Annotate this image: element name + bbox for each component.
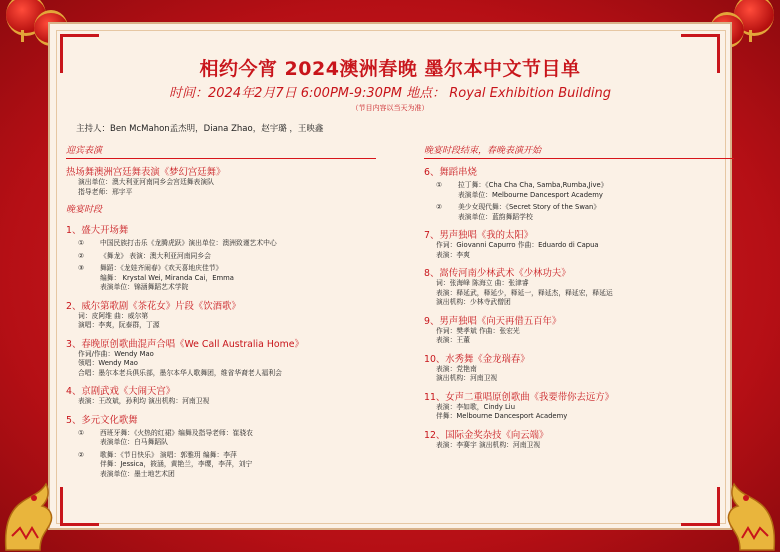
program-detail: 合唱：墨尔本老兵俱乐部，墨尔本华人歌舞团，维省华裔老人福利会 [78, 368, 282, 377]
hosts-line: 主持人：Ben McMahon孟杰明，Diana Zhao，赵宇璐 ，王映鑫 [76, 124, 324, 134]
sub-item: ① 西班牙舞：《火热的红裙》编舞及指导老师：崔骁农 表演单位：白马舞蹈队 [78, 428, 253, 446]
program-item-title: 热场舞澳洲宫廷舞表演《梦幻宫廷舞》 [66, 167, 226, 178]
sub-item: ② 美少女现代舞：《Secret Story of the Swan》 表演单位：蓝韵舞蹈学校 [436, 203, 601, 221]
program-detail: 演出机构：少林寺武僧团 [436, 298, 511, 306]
sub-item: ③ 舞蹈：《龙娃齐闹春》《欢天喜地庆佳节》 编舞： Krystal Wei, Miranda Cai，Emma 表演单位：锦涵舞蹈艺术学院 [78, 264, 234, 291]
dragon-icon [722, 466, 780, 552]
program-detail: 演唱：李爽，阮泰群，丁源 [78, 321, 160, 329]
section-heading: 晚宴时段 [66, 205, 103, 215]
program-item-title: 2、威尔第歌剧《茶花女》片段《饮酒歌》 [66, 300, 241, 312]
program-item-title: 8、嵩传河南少林武术《少林功夫》 [424, 268, 571, 279]
program-detail: 表演：王董 [436, 336, 470, 344]
program-item-title: 12、国际金奖杂技《向云端》 [424, 429, 549, 441]
section-heading: 迎宾表演 [66, 143, 376, 159]
program-item-title: 11、女声二重唱原创歌曲《我要带你去远方》 [424, 391, 615, 403]
program-detail: 伴舞：Melbourne Dancesport Academy [436, 412, 568, 420]
program-item-title: 9、男声独唱《向天再借五百年》 [424, 315, 562, 327]
program-detail: 表演：党艳南 [436, 364, 477, 373]
program-item-title: 3、春晚原创歌曲混声合唱《We Call Australia Home》 [66, 338, 304, 350]
program-detail: 表演：李爽 [436, 250, 470, 259]
program-item-title: 7、男声独唱《我的太阳》 [424, 230, 534, 241]
program-detail: 领唱：Wendy Mao [78, 359, 138, 367]
program-detail: 指导老师：邢宇平 [78, 187, 133, 196]
section-heading: 晚宴时段结束，春晚表演开始 [424, 143, 734, 159]
right-column [424, 138, 734, 450]
sub-item: ① 中国民族打击乐《龙腾虎跃》演出单位：澳洲致谨艺术中心 [78, 239, 277, 247]
program-item-title: 5、多元文化歌舞 [66, 414, 138, 426]
event-time-location: 时间：2024年2月7日 6:00PM-9:30PM 地点： Royal Exhibition Building [169, 86, 611, 101]
program-note: （节目内容以当天为准） [351, 104, 429, 112]
corner-ornament [60, 487, 99, 526]
corner-ornament [681, 487, 720, 526]
program-detail: 表演：李赛宇 演出机构：河南卫视 [436, 440, 541, 449]
program-detail: 表演：王改斌，孙利均 演出机构：河南卫视 [78, 397, 210, 405]
program-item-title: 10、水秀舞《金龙瑞春》 [424, 353, 530, 365]
program-detail: 作词/作曲：Wendy Mao [78, 349, 154, 358]
program-detail: 表演：释延武，释延少，释延一，释延杰，释延宏，释延运 [436, 288, 613, 297]
sub-item: ② 《舞龙》 表演：澳大利亚河南同乡会 [78, 251, 211, 260]
program-detail: 表演：李如歌，Cindy Liu [436, 402, 516, 411]
left-column [66, 138, 376, 479]
program-detail: 演出机构：河南卫视 [436, 374, 498, 382]
program-detail: 作词：Giovanni Capurro 作曲：Eduardo di Capua [436, 241, 599, 249]
sub-item: ② 歌舞：《节日快乐》 演唱：郭雅玥 编舞：李萍 伴舞：Jessica，筱涵，黄艳兰，李缨，李萍，刘宁 表演单位：墨士地艺术团 [78, 450, 253, 478]
page-title: 相约今宵 2024澳洲春晚 墨尔本中文节目单 [199, 58, 581, 80]
program-detail: 词：皮阿维 曲：威尔第 [78, 311, 149, 320]
program-item-title: 4、京剧武戏《大闹天宫》 [66, 386, 176, 397]
sub-item: ① 拉丁舞：《Cha Cha Cha, Samba,Rumba,Jive》 表演单位：Melbourne Dancesport Academy [436, 181, 608, 199]
dragon-icon [0, 466, 58, 552]
program-item-title: 1、盛大开场舞 [66, 225, 129, 236]
program-detail: 作词：樊孝斌 作曲：张宏光 [436, 326, 520, 335]
program-detail: 演出单位：澳大利亚河南同乡会宫廷舞表演队 [78, 178, 214, 186]
program-detail: 词：张海峰 陈海立 曲：张津睿 [436, 279, 529, 287]
program-item-title: 6、舞蹈串烧 [424, 167, 477, 178]
